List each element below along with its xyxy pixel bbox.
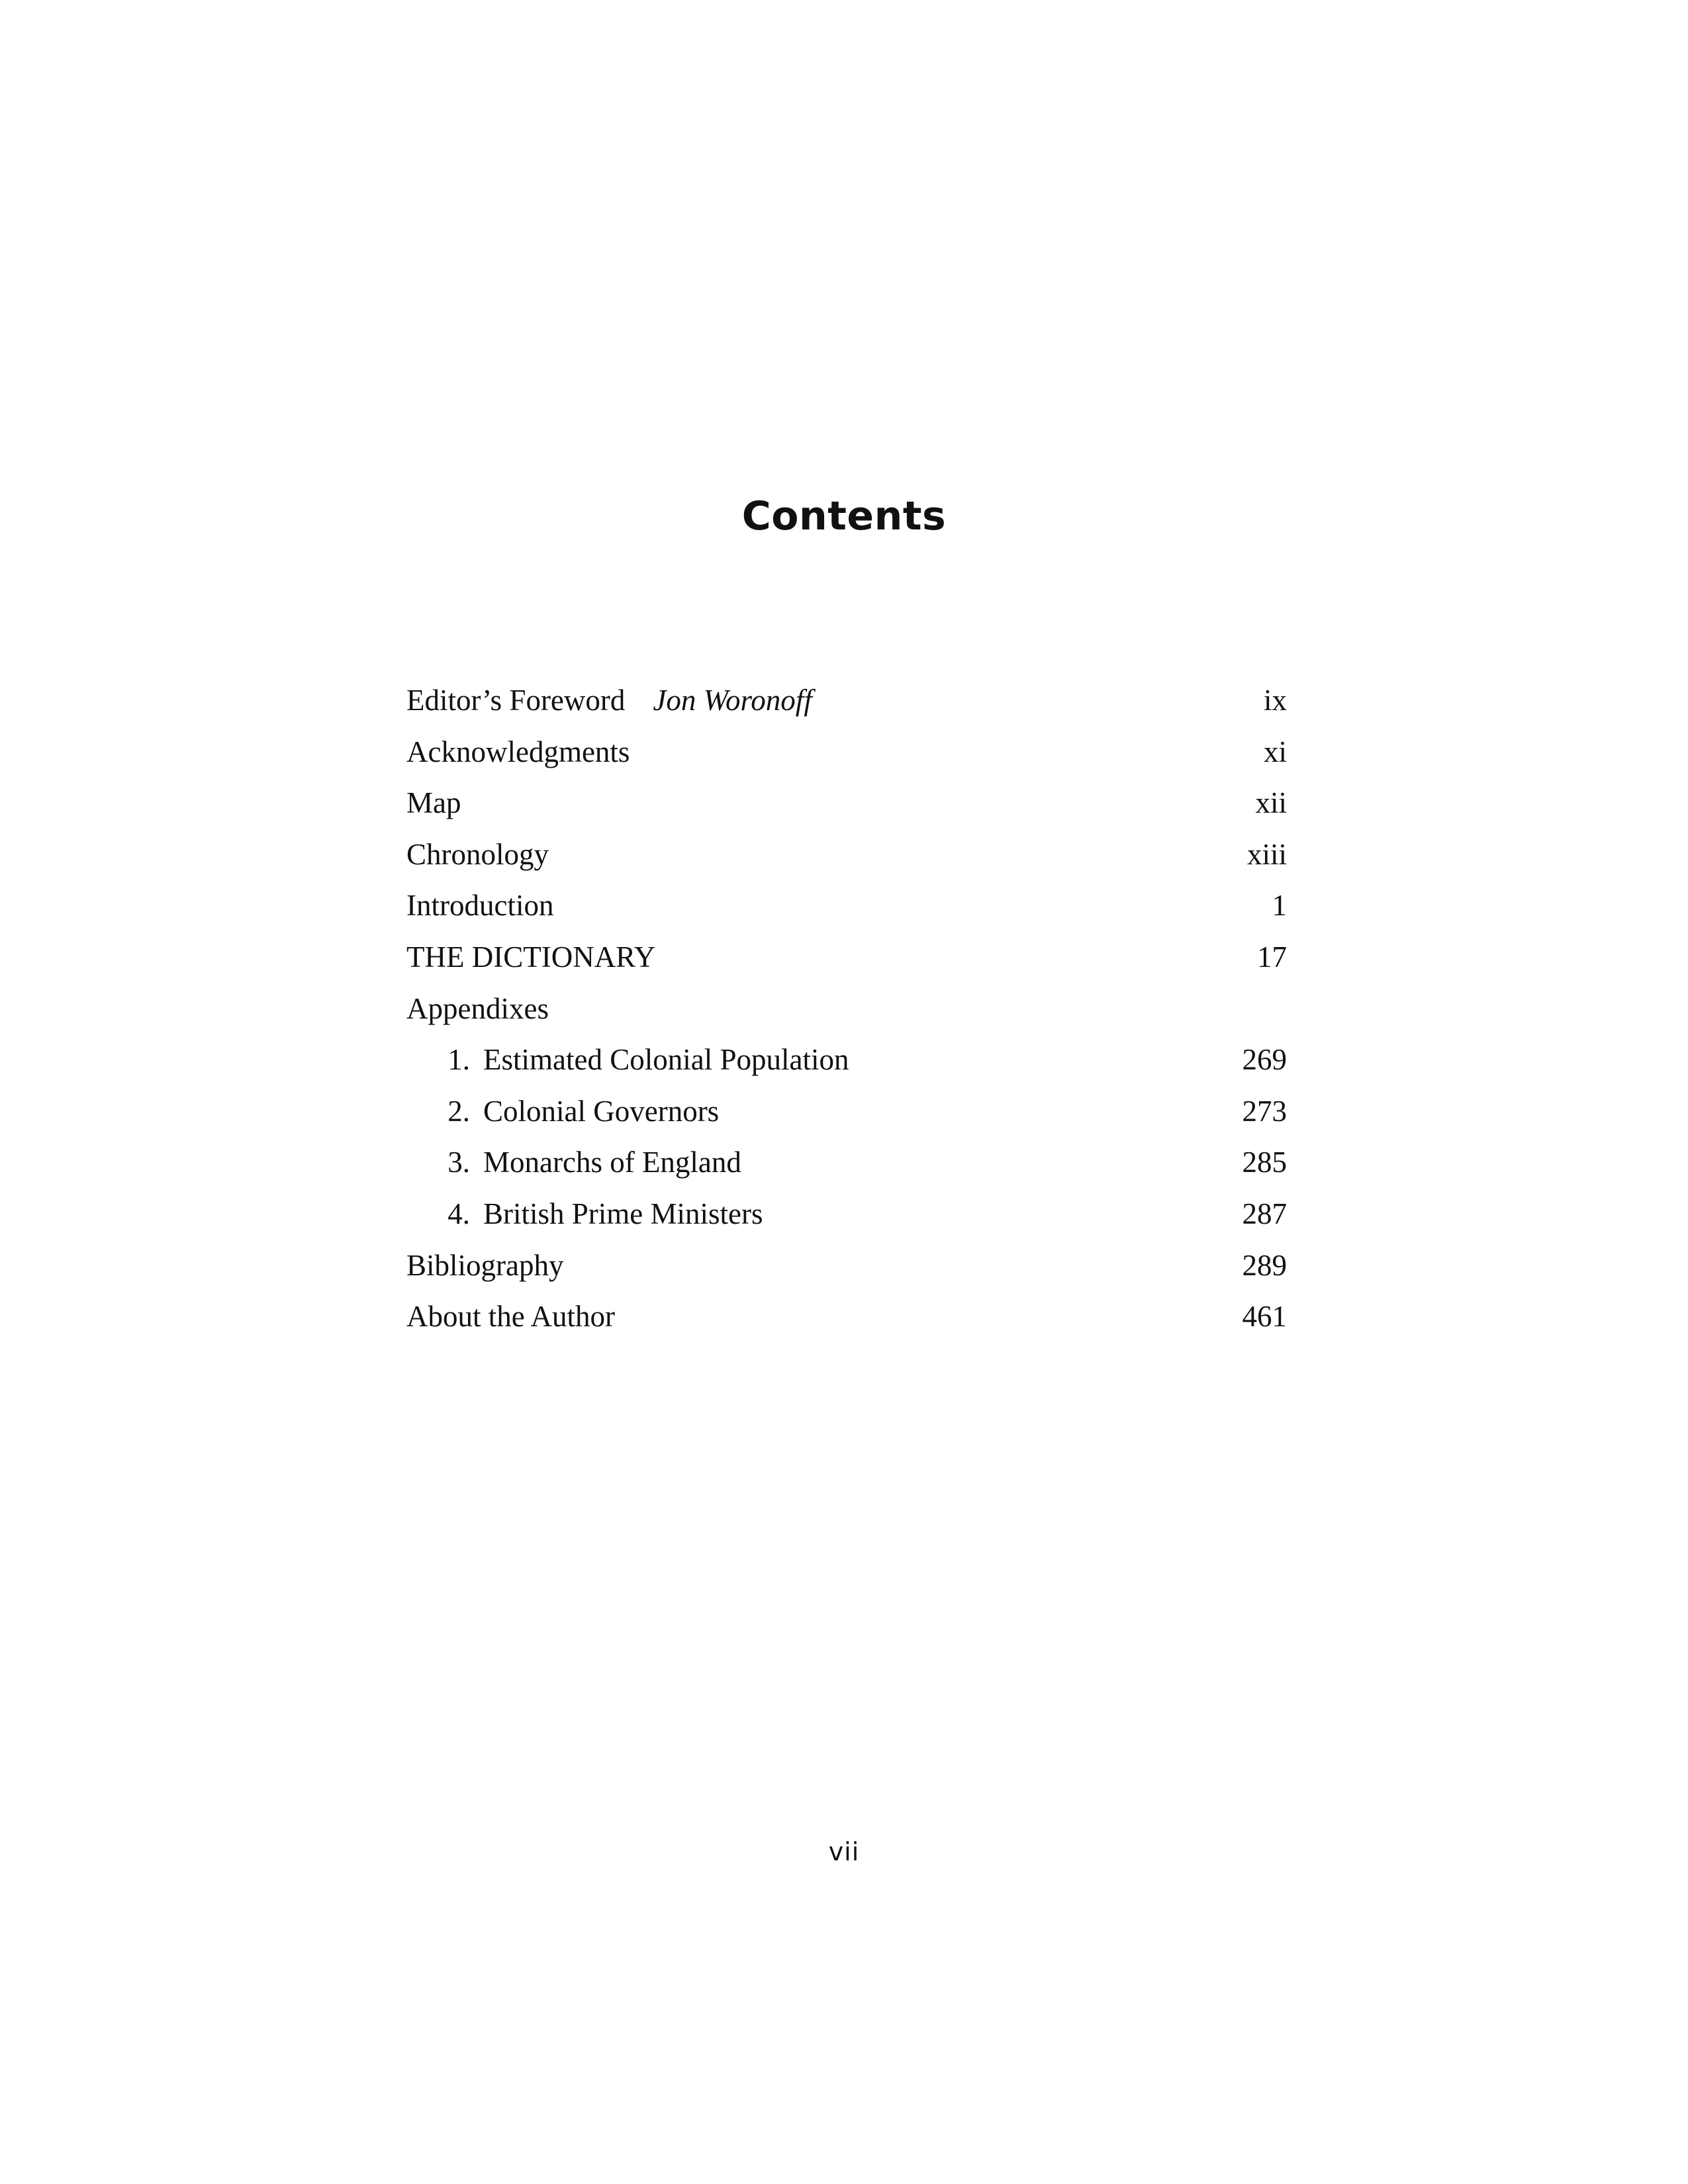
- toc-entry-page: 285: [1242, 1146, 1287, 1179]
- toc-entry-title: Chronology: [406, 837, 549, 871]
- toc-entry-appendix-2[interactable]: [406, 1086, 1287, 1138]
- toc-entry-the-dictionary[interactable]: [406, 932, 1287, 983]
- table-of-contents: [406, 675, 1287, 1343]
- toc-entry-title: About the Author: [406, 1300, 615, 1334]
- toc-entry-bibliography[interactable]: [406, 1240, 1287, 1292]
- toc-entry-title: Monarchs of England: [483, 1146, 741, 1179]
- toc-entry-page: 289: [1242, 1248, 1287, 1282]
- toc-entry-page: 1: [1272, 889, 1287, 923]
- toc-entry-page: 273: [1242, 1094, 1287, 1128]
- toc-entry-page: 461: [1242, 1300, 1287, 1334]
- toc-entry-number: 3.: [447, 1146, 470, 1179]
- toc-entry-page: 287: [1242, 1197, 1287, 1230]
- toc-entry-introduction[interactable]: [406, 880, 1287, 932]
- toc-entry-number: 1.: [447, 1043, 470, 1077]
- page-number: vii: [828, 1837, 860, 1866]
- toc-entry-title: British Prime Ministers: [483, 1197, 763, 1230]
- toc-entry-title: Appendixes: [406, 991, 549, 1025]
- toc-entry-appendixes[interactable]: [406, 983, 1287, 1035]
- toc-entry-editors-foreword[interactable]: [406, 675, 1287, 727]
- toc-entry-page: xi: [1263, 735, 1287, 768]
- toc-entry-page: 269: [1242, 1043, 1287, 1077]
- toc-entry-acknowledgments[interactable]: [406, 727, 1287, 778]
- toc-entry-title: Map: [406, 786, 461, 820]
- toc-entry-title: Colonial Governors: [483, 1094, 720, 1128]
- toc-entry-appendix-1[interactable]: [406, 1034, 1287, 1086]
- toc-entry-page: xii: [1255, 786, 1287, 820]
- toc-entry-number: 2.: [447, 1094, 470, 1128]
- toc-entry-appendix-3[interactable]: [406, 1137, 1287, 1189]
- toc-entry-author: Jon Woronoff: [653, 684, 812, 717]
- toc-entry-title: Estimated Colonial Population: [483, 1043, 849, 1077]
- toc-entry-number: 4.: [447, 1197, 470, 1230]
- toc-entry-title: Bibliography: [406, 1248, 564, 1282]
- toc-entry-title: Introduction: [406, 889, 554, 923]
- toc-entry-map[interactable]: [406, 778, 1287, 829]
- toc-entry-page: xiii: [1246, 837, 1287, 871]
- toc-entry-page: ix: [1263, 684, 1287, 717]
- toc-entry-title: Editor’s Foreword: [406, 684, 626, 717]
- toc-entry-page: 17: [1257, 940, 1287, 974]
- toc-entry-title: THE DICTIONARY: [406, 940, 656, 974]
- toc-entry-about-the-author[interactable]: [406, 1291, 1287, 1343]
- toc-entry-appendix-4[interactable]: [406, 1189, 1287, 1240]
- toc-entry-title: Acknowledgments: [406, 735, 630, 768]
- page-title: Contents: [741, 493, 947, 539]
- toc-entry-chronology[interactable]: [406, 829, 1287, 881]
